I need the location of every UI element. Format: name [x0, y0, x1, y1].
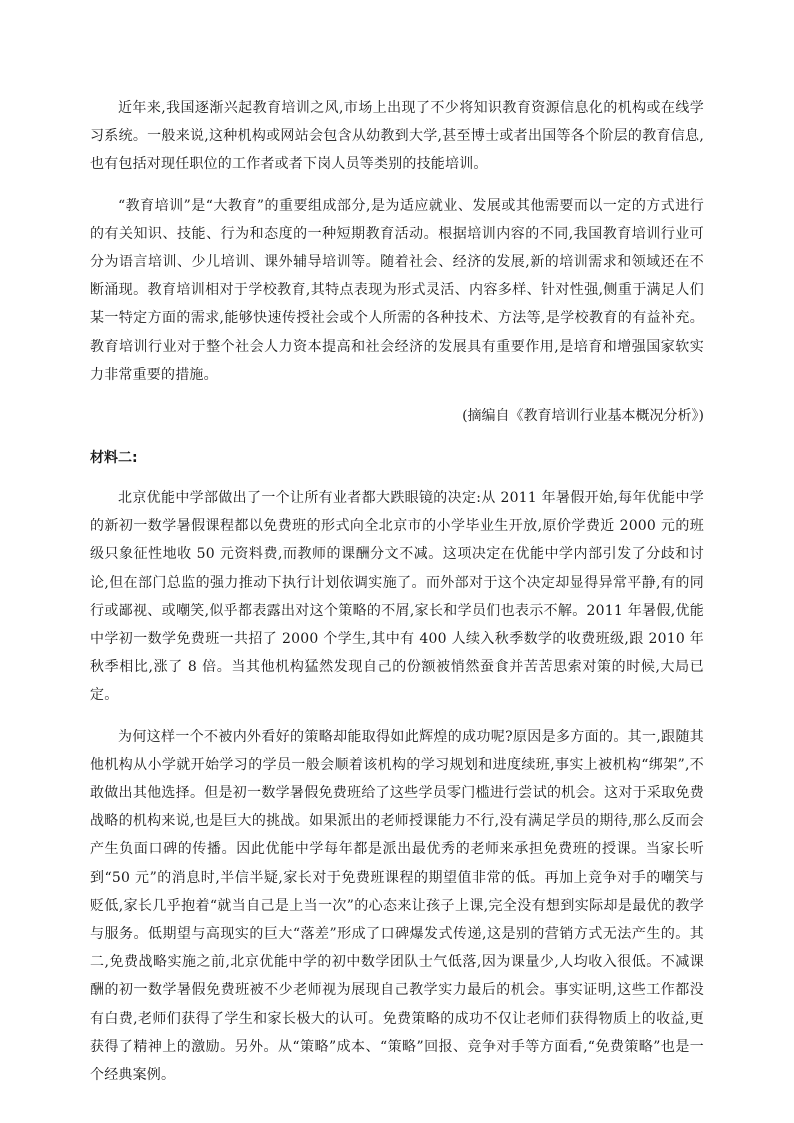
paragraph: “教育培训”是“大教育”的重要组成部分,是为适应就业、发展或其他需要而以一定的方式进行的有关知识、技能、行为和态度的一种短期教育活动。根据培训内容的不同,我国教育培训行业可分为语言培训、少儿培训、课外辅导培训等。随着社会、经济的发展,新的培训需求和领域还在不断涌现。教育培训相对于学校教育,其特点表现为形式灵活、内容多样、针对性强,侧重于满足人们某一特定方面的需求,能够快速传授社会或个人所需的各种技术、方法等,是学校教育的有益补充。教育培训行业对于整个社会人力资本提高和社会经济的发展具有重要作用,是培育和增强国家软实力非常重要的措施。	[90, 197, 704, 383]
paragraph: 近年来,我国逐渐兴起教育培训之风,市场上出现了不少将知识教育资源信息化的机构或在线学习系统。一般来说,这种机构或网站会包含从幼教到大学,甚至博士或者出国等各个阶层的教育信息,也有包括对现任职位的工作者或者下岗人员等类别的技能培训。	[90, 100, 704, 173]
paragraph: 北京优能中学部做出了一个让所有业者都大跌眼镜的决定:从 2011 年暑假开始,每年优能中学的新初一数学暑假课程都以免费班的形式向全北京市的小学毕业生开放,原价学费近 2000 元的班级只象征性地收 50 元资料费,而教师的课酬分文不减。这项决定在优能中学内部引发了分歧和讨论,但在部门总监的强力推动下执行计划依调实施了。而外部对于这个决定却显得异常平静,有的同行或鄙视、或嘲笑,似乎都表露出对这个策略的不屑,家长和学员们也表示不解。2011 年暑假,优能中学初一数学免费班一共招了 2000 个学生,其中有 400 人续入秋季数学的收费班级,跟 2010 年秋季相比,涨了 8 倍。当其他机构猛然发现自己的份额被悄然蚕食并苦苦思索对策的时候,大局已定。	[90, 490, 704, 704]
paragraph: 为何这样一个不被内外看好的策略却能取得如此辉煌的成功呢?原因是多方面的。其一,跟随其他机构从小学就开始学习的学员一般会顺着该机构的学习规划和进度续班,事实上被机构“绑架”,不敢做出其他选择。但是初一数学暑假免费班给了这些学员零门槛进行尝试的机会。这对于采取免费战略的机构来说,也是巨大的挑战。如果派出的老师授课能力不行,没有满足学员的期待,那么反而会产生负面口碑的传播。因此优能中学每年都是派出最优秀的老师来承担免费班的授课。当家长听到“50 元”的消息时,半信半疑,家长对于免费班课程的期望值非常的低。再加上竞争对手的嘲笑与贬低,家长几乎抱着“就当自己是上当一次”的心态来让孩子上课,完全没有想到实际却是最优的教学与服务。低期望与高现实的巨大“落差”形成了口碑爆发式传递,这是别的营销方式无法产生的。其二,免费战略实施之前,北京优能中学的初中数学团队士气低落,因为课量少,人均收入很低。不减课酬的初一数学暑假免费班被不少老师视为展现自己教学实力最后的机会。事实证明,这些工作都没有白费,老师们获得了学生和家长极大的认可。免费策略的成功不仅让老师们获得物质上的收益,更获得了精神上的激励。另外。从“策略”成本、“策略”回报、竞争对手等方面看,“免费策略”也是一个经典案例。	[90, 728, 704, 1084]
source-citation: (摘编自《教育培训行业基本概况分析》)	[462, 408, 704, 425]
section-heading: 材料二:	[90, 450, 138, 467]
document-body	[90, 94, 704, 1089]
